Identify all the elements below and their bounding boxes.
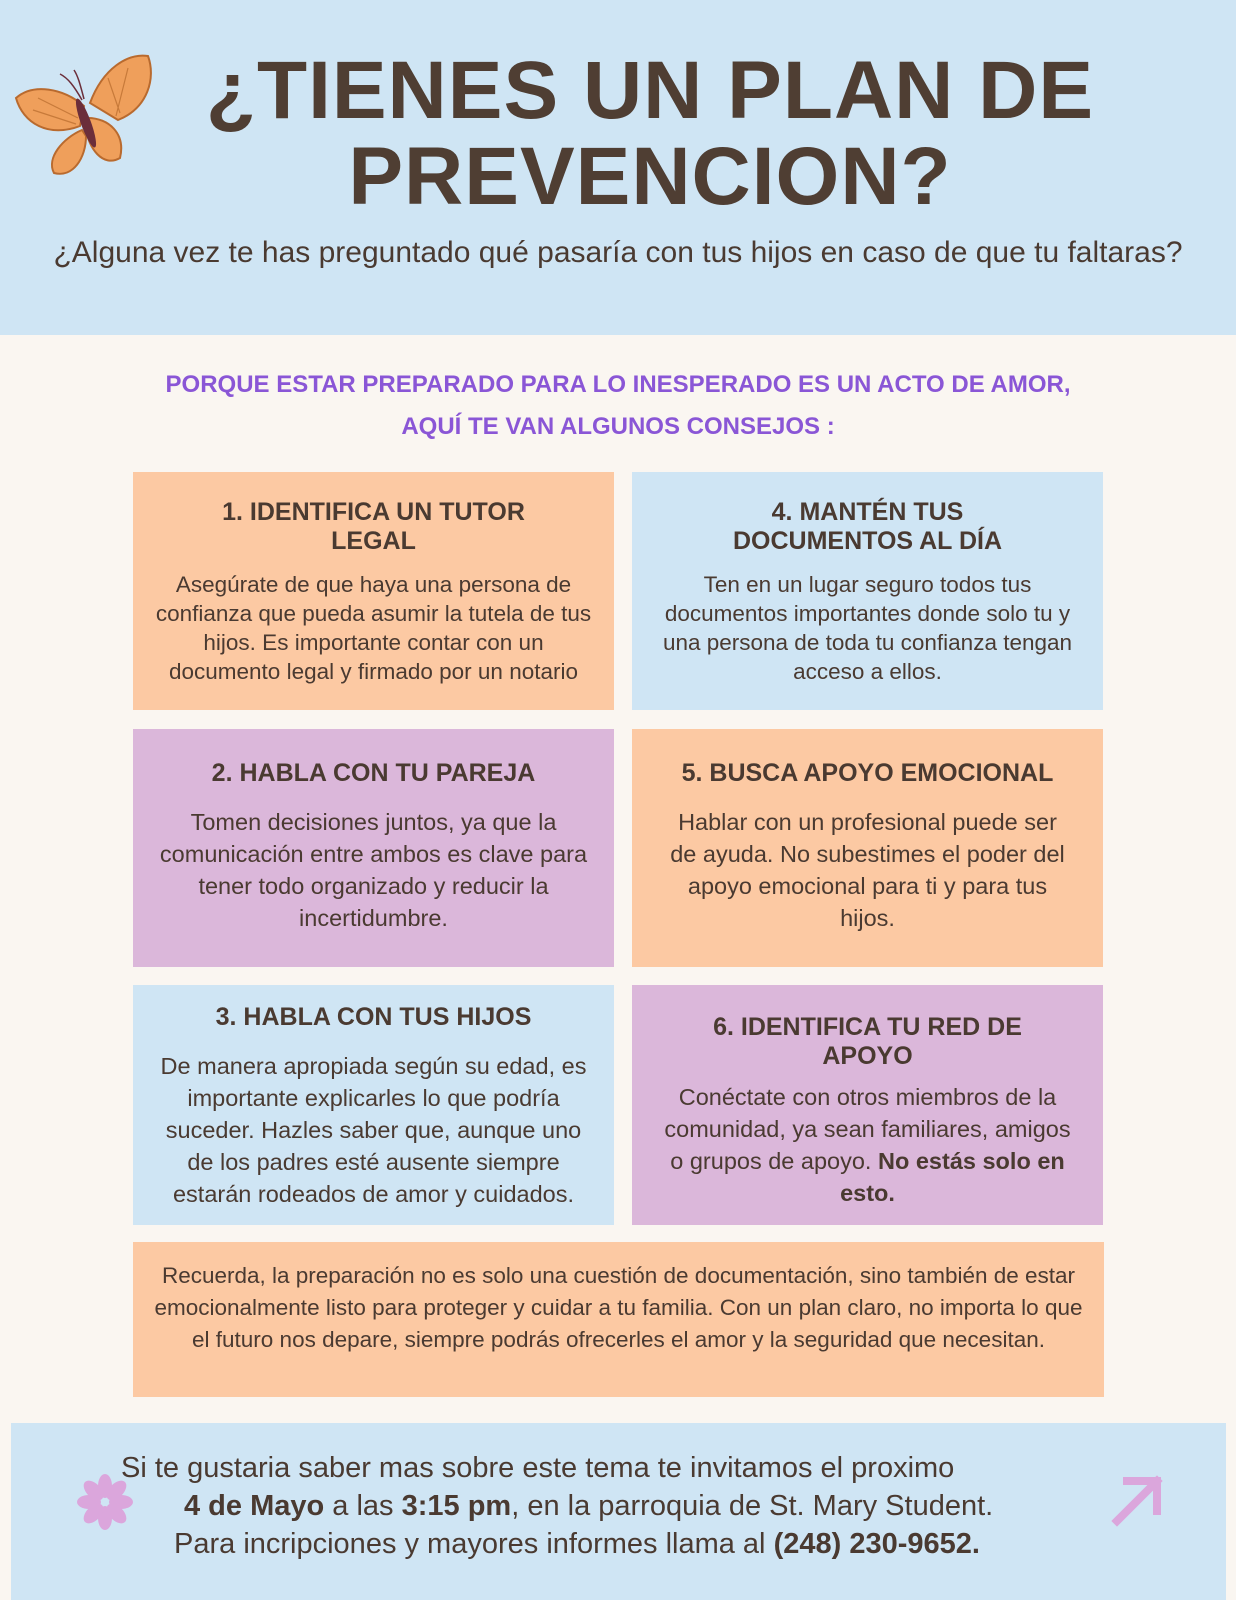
tip-body-emphasis: No estás solo en esto. [840,1148,1065,1206]
butterfly-icon [8,48,158,178]
tip-body-text: Conéctate con otros miembros de la comunidad, ya sean familiares, amigos o grupos de apoyo. [664,1084,1071,1174]
tip-card-5 [632,729,1103,967]
tip-body: Asegúrate de que haya una persona de confianza que pueda asumir la tutela de tus hijos. Es importante contar con un documento legal y firmado por un notario [155,572,592,684]
footer-invitation [11,1423,1226,1600]
intro-heading: PORQUE ESTAR PREPARADO PARA LO INESPERADO ES UN ACTO DE AMOR, AQUÍ TE VAN ALGUNOS CONSEJOS : [165,371,1071,440]
tip-card-3 [133,985,614,1225]
tip-title: 6. IDENTIFICA TU RED DE APOYO [713,1013,1022,1070]
tip-body: Tomen decisiones juntos, ya que la comunicación entre ambos es clave para tener todo organizado y reducir la incertidumbre. [159,809,588,931]
tip-card-4 [632,472,1103,710]
tip-body: De manera apropiada según su edad, es importante explicarles lo que podría suceder. Hazles saber que, aunque uno de los padres esté ausente siempre estarán rodeados de amor y cuidados. [160,1053,587,1207]
footer-line-1: Si te gustaria saber mas sobre este tema te invitamos el proximo [121,1452,955,1484]
event-date: 4 de Mayo [184,1490,325,1522]
header-banner [0,0,1236,335]
tip-card-1 [133,472,614,710]
phone-number: (248) 230-9652. [773,1528,980,1560]
footer-line-3: Para incripciones y mayores informes llama al (248) 230-9652. [174,1528,980,1560]
tip-title: 3. HABLA CON TUS HIJOS [215,1003,532,1031]
tip-title: 5. BUSCA APOYO EMOCIONAL [681,759,1054,787]
footer-line-2: 4 de Mayo a las 3:15 pm, en la parroquia de St. Mary Student. [184,1490,994,1522]
tip-card-6 [632,985,1103,1225]
tip-body: Ten en un lugar seguro todos tus documentos importantes donde solo tu y una persona de toda tu confianza tengan acceso a ellos. [662,572,1073,684]
tip-title: 2. HABLA CON TU PAREJA [211,759,536,787]
arrow-up-right-icon [1109,1471,1167,1529]
tip-card-2 [133,729,614,967]
tip-title: 4. MANTÉN TUS DOCUMENTOS AL DÍA [733,498,1002,555]
page-subtitle: ¿Alguna vez te has preguntado qué pasaría con tus hijos en caso de que tu faltaras? [53,236,1183,269]
page-title: ¿TIENES UN PLAN DE PREVENCION? [205,45,1095,222]
tip-body: Hablar con un profesional puede ser de ayuda. No subestimes el poder del apoyo emocional para ti y para tus hijos. [670,809,1065,931]
event-time: 3:15 pm [401,1490,512,1522]
reminder-box: Recuerda, la preparación no es solo una cuestión de documentación, sino también de estar emocionalmente listo para proteger y cuidar a tu familia. Con un plan claro, no importa lo que el futuro nos depare, siempre podrás ofrecerles el amor y la seguridad que necesitan. [133,1242,1104,1397]
tip-body [650,1081,1085,1209]
tip-title: 1. IDENTIFICA UN TUTOR LEGAL [222,498,525,555]
